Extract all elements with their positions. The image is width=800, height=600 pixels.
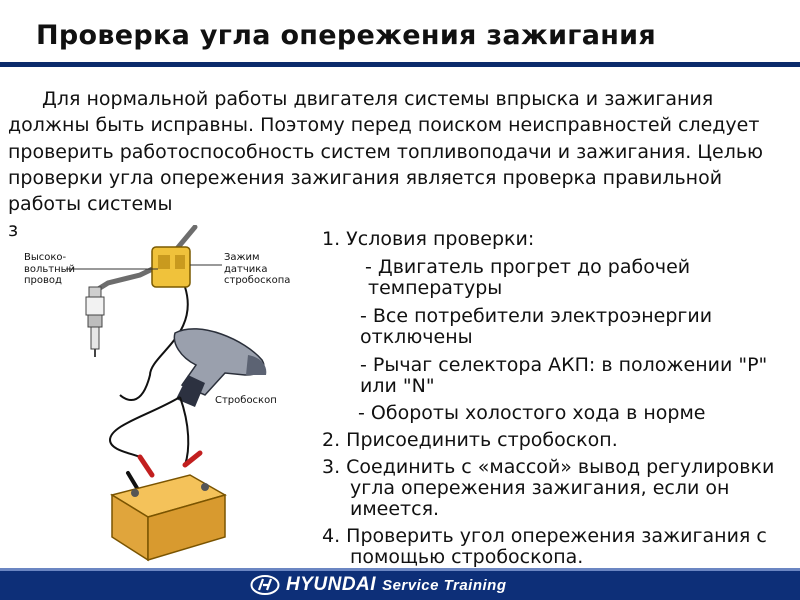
hyundai-brand	[250, 572, 507, 598]
brand-sub: Service Training	[382, 576, 507, 594]
spark-plug-icon	[86, 287, 104, 357]
step-1b: - Все потребители электроэнергии отключены	[360, 305, 713, 348]
label-sensor-clamp: Зажим датчика стробоскопа	[224, 252, 291, 286]
hyundai-logo-icon	[250, 574, 280, 596]
footer-bar	[0, 568, 800, 600]
intro-paragraph: Для нормальной работы двигателя системы впрыска и зажигания должны быть исправны. Поэтому перед поиском неисправностей следует проверить работоспособность систем топливоподачи и зажигания. Целью проверки угла опережения зажигания является проверка правильной работы системы	[8, 88, 764, 216]
battery-icon	[112, 475, 225, 560]
step-2: 2. Присоединить стробоскоп.	[322, 429, 618, 451]
check-steps-list	[322, 229, 792, 568]
step-1c: - Рычаг селектора АКП: в положении "P" или "N"	[360, 354, 768, 397]
brand-name: HYUNDAI	[286, 574, 377, 595]
label-stroboscope: Стробоскоп	[215, 395, 277, 406]
step-1a: - Двигатель прогрет до рабочей температуры	[365, 256, 691, 299]
step-4: 4. Проверить угол опережения зажигания с помощью стробоскопа.	[322, 525, 767, 568]
title-underline	[0, 62, 800, 67]
clamp-icon	[152, 247, 190, 287]
step-1-title: 1. Условия проверки:	[322, 228, 535, 250]
step-3: 3. Соединить с «массой» вывод регулировки угла опережения зажигания, если он имеется.	[322, 456, 775, 520]
intro-cutoff-text: з	[8, 219, 19, 241]
page-title: Проверка угла опережения зажигания	[36, 20, 657, 51]
label-hv-wire: Высоко- вольтный провод	[24, 252, 76, 286]
step-1d: - Обороты холостого хода в норме	[358, 402, 706, 424]
